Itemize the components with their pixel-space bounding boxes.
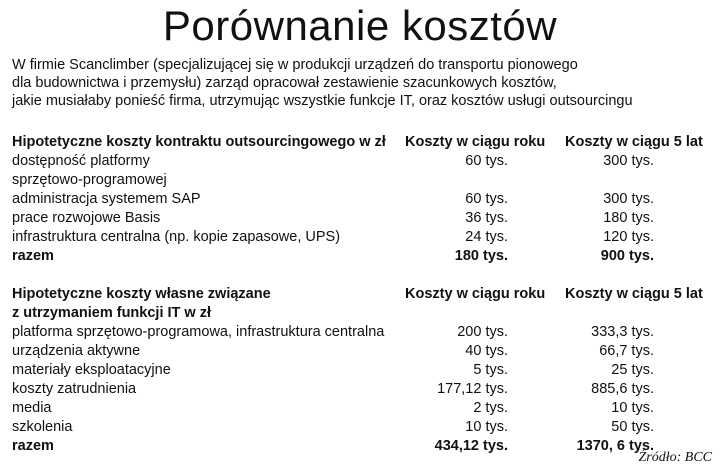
column-header-5-years: Koszty w ciągu 5 lat [565,134,703,150]
cost-5-years: 180 tys. [603,210,654,226]
total-label: razem [12,438,54,454]
table-header-label-cont: z utrzymaniem funkcji IT w zł [12,305,212,321]
table-header-row [12,285,712,304]
table-row [12,228,712,247]
total-year: 180 tys. [454,248,508,264]
cost-5-years: 300 tys. [603,191,654,207]
cost-5-years: 120 tys. [603,229,654,245]
total-row [12,247,712,266]
intro-paragraph [12,56,712,110]
table-header-label: Hipotetyczne koszty kontraktu outsourcingowego w zł [12,134,386,150]
cost-year: 60 tys. [465,153,508,169]
table-header-row [12,133,712,152]
cost-5-years: 333,3 tys. [591,324,654,340]
cost-year: 60 tys. [465,191,508,207]
table-row [12,190,712,209]
row-label: media [12,400,52,416]
intro-line: jakie musiałaby ponieść firma, utrzymując wszystkie funkcje IT, oraz kosztów usługi outsourcingu [12,93,633,109]
row-label: koszty zatrudnienia [12,381,137,397]
table-row [12,171,712,190]
table-header-row [12,304,712,323]
cost-5-years: 300 tys. [603,153,654,169]
row-label: urządzenia aktywne [12,343,141,359]
row-label: materiały eksploatacyjne [12,362,171,378]
cost-5-years: 66,7 tys. [599,343,654,359]
total-label: razem [12,248,54,264]
column-header-5-years: Koszty w ciągu 5 lat [565,286,703,302]
cost-5-years: 50 tys. [611,419,654,435]
cost-5-years: 25 tys. [611,362,654,378]
cost-year: 40 tys. [465,343,508,359]
table-row [12,361,712,380]
cost-year: 177,12 tys. [437,381,508,397]
outsourcing-cost-table [12,133,712,266]
table-row [12,418,712,437]
column-header-year: Koszty w ciągu roku [405,134,546,150]
table-row [12,399,712,418]
cost-year: 2 tys. [473,400,508,416]
row-label: dostępność platformy [12,153,150,169]
cost-year: 10 tys. [465,419,508,435]
total-5-years: 900 tys. [600,248,654,264]
table-header-label: Hipotetyczne koszty własne związane [12,286,271,302]
row-label: platforma sprzętowo-programowa, infrastruktura centralna [12,324,385,340]
page-title: Porównanie kosztów [162,2,558,49]
total-year: 434,12 tys. [434,438,508,454]
row-label: szkolenia [12,419,73,435]
total-row [12,437,712,456]
cost-year: 36 tys. [465,210,508,226]
cost-5-years: 10 tys. [611,400,654,416]
row-label: administracja systemem SAP [12,191,201,207]
intro-line: dla budownictwa i przemysłu) zarząd opracował zestawienie szacunkowych kosztów, [12,75,557,91]
cost-year: 200 tys. [457,324,508,340]
row-label: sprzętowo-programowej [12,172,167,188]
in-house-cost-table [12,285,712,456]
total-5-years: 1370, 6 tys. [576,438,654,454]
intro-line: W firmie Scanclimber (specjalizującej się w produkcji urządzeń do transportu pionowego [12,57,578,73]
table-row [12,380,712,399]
table-row [12,152,712,171]
cost-year: 5 tys. [473,362,508,378]
source-credit: Źródło: BCC [638,450,712,465]
cost-year: 24 tys. [465,229,508,245]
table-row [12,209,712,228]
row-label: prace rozwojowe Basis [12,210,161,226]
column-header-year: Koszty w ciągu roku [405,286,546,302]
table-row [12,323,712,342]
row-label: infrastruktura centralna (np. kopie zapasowe, UPS) [12,229,341,245]
cost-5-years: 885,6 tys. [591,381,654,397]
table-row [12,342,712,361]
